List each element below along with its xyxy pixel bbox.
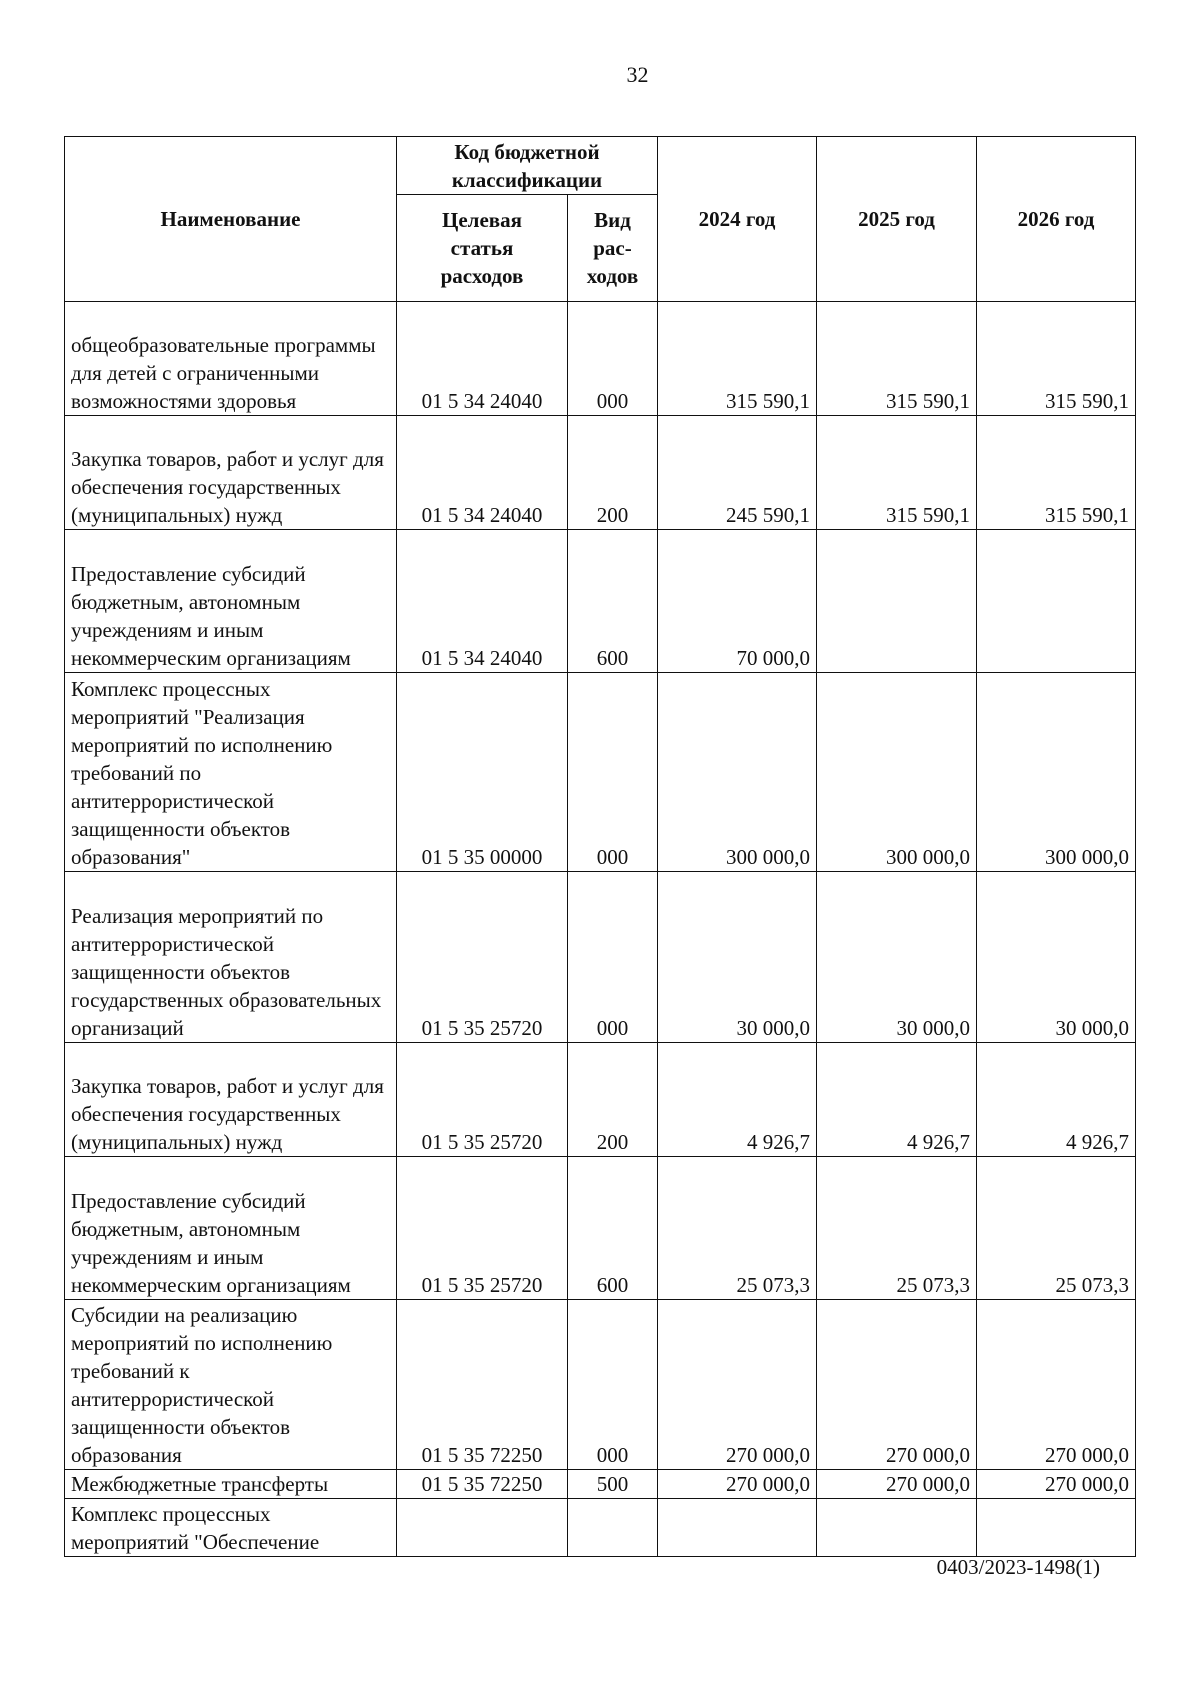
row-expense-kind-cell <box>568 1499 658 1557</box>
row-2024-value-cell: 270 000,0 <box>658 1470 817 1499</box>
row-name-cell: Межбюджетные трансферты <box>65 1470 397 1499</box>
row-target-code-cell: 01 5 34 24040 <box>397 302 568 416</box>
header-budget-code: Код бюджетной классификации <box>397 137 658 195</box>
header-year-2024: 2024 год <box>658 137 817 302</box>
table-row <box>65 416 1136 530</box>
row-expense-kind-cell: 200 <box>568 1043 658 1157</box>
row-expense-kind-cell: 600 <box>568 530 658 673</box>
row-2025-value-cell: 4 926,7 <box>817 1043 977 1157</box>
row-target-code-cell: 01 5 35 00000 <box>397 673 568 872</box>
row-2024-value-cell: 270 000,0 <box>658 1300 817 1470</box>
row-2025-value-cell <box>817 530 977 673</box>
row-target-code-cell: 01 5 34 24040 <box>397 416 568 530</box>
row-2026-value-cell: 30 000,0 <box>977 872 1136 1043</box>
table-row <box>65 673 1136 872</box>
row-expense-kind-cell: 200 <box>568 416 658 530</box>
row-2024-value-cell: 4 926,7 <box>658 1043 817 1157</box>
row-expense-kind-cell: 000 <box>568 302 658 416</box>
row-2026-value-cell: 25 073,3 <box>977 1157 1136 1300</box>
row-target-code-cell <box>397 1499 568 1557</box>
page-number: 32 <box>626 62 649 87</box>
row-name-cell: Закупка товаров, работ и услуг для обеспечения государственных (муниципальных) нужд <box>65 1043 397 1157</box>
row-name-cell: общеобразовательные программы для детей с ограниченными возможностями здоровья <box>65 302 397 416</box>
document-code: 0403/2023-1498(1) <box>936 1555 1100 1579</box>
row-target-code-cell: 01 5 35 72250 <box>397 1300 568 1470</box>
row-2026-value-cell: 315 590,1 <box>977 416 1136 530</box>
row-2026-value-cell <box>977 530 1136 673</box>
row-target-code-cell: 01 5 35 72250 <box>397 1470 568 1499</box>
row-name-cell: Реализация мероприятий по антитеррористической защищенности объектов государственных образовательных организаций <box>65 872 397 1043</box>
row-expense-kind-cell: 000 <box>568 1300 658 1470</box>
row-2025-value-cell: 25 073,3 <box>817 1157 977 1300</box>
table-row <box>65 1300 1136 1470</box>
table-row <box>65 302 1136 416</box>
row-2025-value-cell: 315 590,1 <box>817 416 977 530</box>
row-name-cell: Субсидии на реализацию мероприятий по исполнению требований к антитеррористической защищенности объектов образования <box>65 1300 397 1470</box>
budget-table <box>64 136 1136 1557</box>
row-2024-value-cell <box>658 1499 817 1557</box>
row-target-code-cell: 01 5 35 25720 <box>397 1043 568 1157</box>
row-expense-kind-cell: 000 <box>568 673 658 872</box>
header-expense-kind: Вид рас-ходов <box>568 195 658 302</box>
row-2026-value-cell: 300 000,0 <box>977 673 1136 872</box>
row-name-cell: Комплекс процессных мероприятий "Обеспечение <box>65 1499 397 1557</box>
row-2025-value-cell: 300 000,0 <box>817 673 977 872</box>
table-row <box>65 872 1136 1043</box>
row-2026-value-cell: 4 926,7 <box>977 1043 1136 1157</box>
row-2025-value-cell: 30 000,0 <box>817 872 977 1043</box>
row-2024-value-cell: 300 000,0 <box>658 673 817 872</box>
row-2026-value-cell: 315 590,1 <box>977 302 1136 416</box>
table-row <box>65 1499 1136 1557</box>
row-2024-value-cell: 25 073,3 <box>658 1157 817 1300</box>
row-expense-kind-cell: 500 <box>568 1470 658 1499</box>
row-expense-kind-cell: 000 <box>568 872 658 1043</box>
header-name: Наименование <box>65 137 397 302</box>
row-2024-value-cell: 70 000,0 <box>658 530 817 673</box>
header-year-2025: 2025 год <box>817 137 977 302</box>
row-expense-kind-cell: 600 <box>568 1157 658 1300</box>
row-name-cell: Закупка товаров, работ и услуг для обеспечения государственных (муниципальных) нужд <box>65 416 397 530</box>
row-2026-value-cell <box>977 1499 1136 1557</box>
row-target-code-cell: 01 5 35 25720 <box>397 1157 568 1300</box>
table-row <box>65 1157 1136 1300</box>
row-2026-value-cell: 270 000,0 <box>977 1470 1136 1499</box>
row-target-code-cell: 01 5 35 25720 <box>397 872 568 1043</box>
table-row <box>65 1043 1136 1157</box>
table-row <box>65 1470 1136 1499</box>
header-target-article: Целевая статья расходов <box>397 195 568 302</box>
row-target-code-cell: 01 5 34 24040 <box>397 530 568 673</box>
row-2024-value-cell: 30 000,0 <box>658 872 817 1043</box>
row-name-cell: Предоставление субсидий бюджетным, автономным учреждениям и иным некоммерческим организациям <box>65 530 397 673</box>
header-year-2026: 2026 год <box>977 137 1136 302</box>
row-name-cell: Комплекс процессных мероприятий "Реализация мероприятий по исполнению требований по антитеррористической защищенности объектов образования" <box>65 673 397 872</box>
row-2025-value-cell: 270 000,0 <box>817 1470 977 1499</box>
table-row <box>65 530 1136 673</box>
row-2025-value-cell: 315 590,1 <box>817 302 977 416</box>
row-name-cell: Предоставление субсидий бюджетным, автономным учреждениям и иным некоммерческим организациям <box>65 1157 397 1300</box>
row-2025-value-cell <box>817 1499 977 1557</box>
row-2024-value-cell: 315 590,1 <box>658 302 817 416</box>
row-2025-value-cell: 270 000,0 <box>817 1300 977 1470</box>
row-2024-value-cell: 245 590,1 <box>658 416 817 530</box>
row-2026-value-cell: 270 000,0 <box>977 1300 1136 1470</box>
